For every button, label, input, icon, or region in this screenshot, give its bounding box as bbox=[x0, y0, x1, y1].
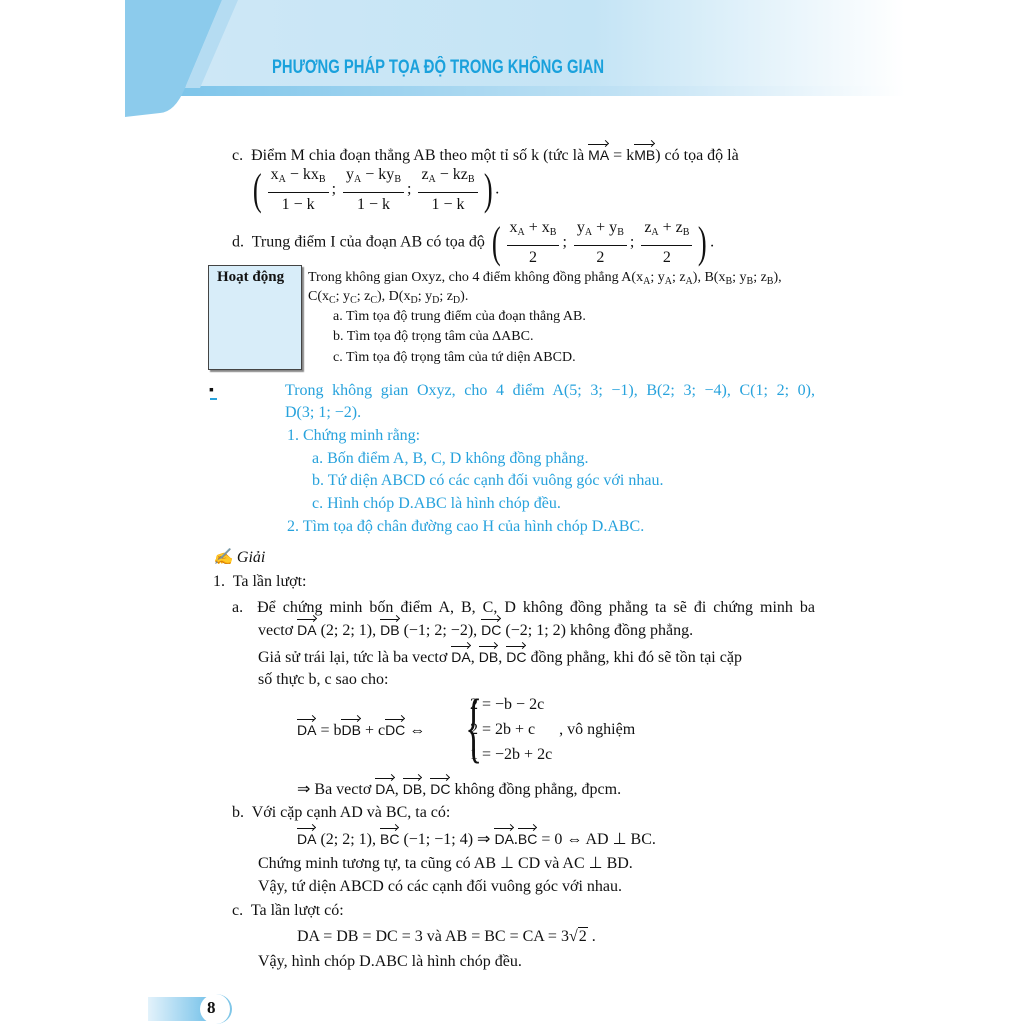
text-segment: ; z bbox=[671, 270, 686, 285]
property-c-line1 bbox=[232, 145, 739, 166]
solution-c-line2 bbox=[297, 927, 596, 947]
subscript: A bbox=[664, 276, 672, 287]
subscript: B bbox=[766, 276, 774, 287]
vector-db: DB bbox=[380, 622, 400, 638]
text-segment: . bbox=[495, 180, 500, 198]
text-segment: Chứng minh tương tự, ta cũng có AB ⊥ CD và AC ⊥ BD. bbox=[258, 855, 633, 872]
text-segment: ; bbox=[331, 180, 341, 198]
activity-label: Hoạt động bbox=[217, 269, 285, 285]
denominator bbox=[593, 246, 607, 268]
subscript: B bbox=[746, 276, 754, 287]
text-segment: z bbox=[421, 166, 429, 183]
text-segment: 2 bbox=[529, 249, 537, 266]
radical-sign-icon: √ bbox=[568, 928, 578, 945]
subscript: B bbox=[318, 174, 326, 185]
text-segment: ⇔ bbox=[405, 722, 426, 739]
text-segment: + x bbox=[524, 219, 550, 236]
text-segment: ; y bbox=[417, 289, 433, 304]
vector-da: DA bbox=[451, 649, 471, 665]
subscript: A bbox=[651, 227, 659, 238]
problem-part1c: c. Hình chóp D.ABC là hình chóp đều. bbox=[312, 495, 561, 512]
vector-mb: MB bbox=[634, 147, 656, 163]
solution-b-line4 bbox=[258, 877, 622, 897]
solution-heading: ✍ Giải bbox=[213, 549, 266, 566]
subscript: A bbox=[428, 174, 436, 185]
solution-a-line1 bbox=[232, 598, 815, 618]
text-segment: Vậy, hình chóp D.ABC là hình chóp đều. bbox=[258, 953, 522, 970]
vector-db: DB bbox=[478, 649, 499, 665]
page-number: 8 bbox=[207, 998, 216, 1017]
subscript: B bbox=[394, 174, 401, 185]
solution-a-line2 bbox=[258, 620, 693, 641]
subscript: D bbox=[452, 295, 461, 306]
text-segment: đồng phẳng, khi đó sẽ tồn tại cặp bbox=[526, 649, 742, 666]
system-brace: { bbox=[465, 683, 483, 770]
vector-db: DB bbox=[402, 781, 423, 797]
page-number-badge bbox=[200, 994, 232, 1024]
text-segment: 2 bbox=[596, 249, 605, 266]
text-segment: ; y bbox=[650, 270, 665, 285]
system-row1 bbox=[470, 695, 544, 715]
text-segment: Giả sử trái lại, tức là ba vectơ bbox=[258, 649, 452, 666]
text-segment: 1. Ta lần lượt: bbox=[213, 573, 307, 590]
text-segment: + c bbox=[360, 722, 386, 739]
text-segment: Vậy, tứ diện ABCD có các cạnh đối vuông góc với nhau. bbox=[258, 878, 623, 895]
subscript: C bbox=[370, 295, 378, 306]
text-segment: c. Ta lần lượt có: bbox=[232, 902, 344, 919]
text-segment: + y bbox=[592, 219, 618, 236]
denominator bbox=[526, 246, 540, 268]
fraction bbox=[507, 218, 560, 268]
activity-text-line2 bbox=[308, 288, 468, 310]
vector-dc: DC bbox=[506, 649, 527, 665]
text-segment: ; z bbox=[753, 270, 767, 285]
subscript: A bbox=[278, 174, 286, 185]
text-segment: ), B(x bbox=[692, 270, 726, 285]
vector-ma: MA bbox=[588, 147, 610, 163]
subscript: D bbox=[410, 295, 418, 306]
fraction bbox=[574, 218, 627, 268]
text-segment: ), D(x bbox=[377, 289, 411, 304]
text-segment: a. Để chứng minh bốn điểm A, B, C, D không đồng phẳng ta sẽ đi chứng minh ba bbox=[232, 599, 815, 616]
text-segment: = b bbox=[316, 722, 342, 739]
numerator bbox=[507, 218, 560, 246]
numerator bbox=[268, 165, 329, 193]
vector-dc: DC bbox=[430, 781, 451, 797]
vector-dc: DC bbox=[385, 722, 406, 738]
text-segment: , bbox=[498, 649, 507, 666]
text-segment: 2 bbox=[662, 249, 671, 266]
subscript: C bbox=[329, 295, 336, 306]
text-segment: ; y bbox=[335, 289, 351, 304]
text-segment: . bbox=[587, 928, 596, 945]
text-segment: x bbox=[270, 166, 279, 183]
subscript: B bbox=[617, 227, 624, 238]
denominator bbox=[428, 193, 467, 215]
problem-part2: 2. Tìm tọa độ chân đường cao H của hình chóp D.ABC. bbox=[287, 518, 645, 535]
text-segment: z bbox=[644, 219, 652, 236]
solution-a-line3 bbox=[258, 647, 742, 668]
text-segment: (2; 2; 1), bbox=[316, 831, 380, 848]
text-segment: d. Trung điểm I của đoạn AB có tọa độ bbox=[232, 233, 489, 251]
text-segment: (−1; −1; 4) ⇒ bbox=[399, 831, 495, 848]
denominator bbox=[279, 193, 318, 215]
fraction bbox=[641, 218, 692, 268]
vector-da: DA bbox=[494, 831, 514, 847]
page-header-title: PHƯƠNG PHÁP TỌA ĐỘ TRONG KHÔNG GIAN bbox=[272, 57, 605, 78]
problem-bullet-icon: ▪ bbox=[209, 383, 214, 398]
property-c-formula bbox=[250, 165, 499, 215]
text-segment: ; bbox=[629, 233, 639, 251]
text-segment: ; y bbox=[732, 270, 747, 285]
text-segment: ⇒ Ba vectơ bbox=[297, 781, 376, 798]
text-segment: (−2; 1; 2) không đồng phẳng. bbox=[501, 622, 694, 639]
text-segment: = k bbox=[609, 147, 635, 164]
text-segment: c. Điểm M chia đoạn thẳng AB theo một tỉ số k (tức là bbox=[232, 147, 589, 164]
fraction bbox=[418, 165, 477, 215]
system-left bbox=[297, 720, 425, 741]
text-segment: ), bbox=[773, 270, 782, 285]
system-row3 bbox=[470, 745, 552, 765]
solution-step1 bbox=[213, 572, 306, 592]
solution-c-line3 bbox=[258, 952, 522, 972]
subscript: B bbox=[725, 276, 733, 287]
text-segment: Trong không gian Oxyz, cho 4 điểm không đồng phẳng A(x bbox=[308, 270, 644, 285]
subscript: D bbox=[432, 295, 440, 306]
text-segment: − kz bbox=[435, 166, 468, 183]
text-segment: , bbox=[422, 781, 431, 798]
text-segment: − ky bbox=[361, 166, 395, 183]
numerator bbox=[343, 165, 404, 193]
subscript: B bbox=[682, 227, 690, 238]
vector-bc: BC bbox=[517, 831, 538, 847]
property-d-midpoint bbox=[232, 218, 714, 268]
subscript: A bbox=[584, 227, 593, 238]
text-segment: không đồng phẳng, đpcm. bbox=[450, 781, 622, 798]
activity-item-c: c. Tìm tọa độ trọng tâm của tứ diện ABCD. bbox=[333, 350, 576, 365]
subscript: B bbox=[549, 227, 557, 238]
text-segment: 1 − k bbox=[357, 196, 391, 213]
text-segment: + z bbox=[658, 219, 683, 236]
text-segment: , bbox=[470, 649, 479, 666]
vector-da: DA bbox=[375, 781, 395, 797]
vector-da: DA bbox=[297, 831, 317, 847]
activity-item-a: a. Tìm tọa độ trung điểm của đoạn thẳng AB. bbox=[333, 309, 586, 324]
vector-bc: BC bbox=[380, 831, 400, 847]
denominator bbox=[660, 246, 674, 268]
fraction bbox=[268, 165, 329, 215]
text-segment: 2 = 2b + c , vô nghiệm bbox=[470, 721, 636, 738]
text-segment: . bbox=[710, 233, 715, 251]
problem-line1: Trong không gian Oxyz, cho 4 điểm A(5; 3; −1), B(2; 3; −4), C(1; 2; 0), bbox=[285, 382, 815, 399]
problem-line2: D(3; 1; −2). bbox=[285, 404, 362, 421]
solution-a-line4 bbox=[258, 670, 388, 690]
subscript: A bbox=[517, 227, 525, 238]
big-parenthesis: ) bbox=[698, 218, 708, 267]
text-segment: ; z bbox=[439, 289, 453, 304]
text-segment: số thực b, c sao cho: bbox=[258, 671, 389, 688]
text-segment: x bbox=[509, 219, 518, 236]
text-segment: 1 − k bbox=[281, 196, 315, 213]
subscript: A bbox=[643, 276, 651, 287]
text-segment: . bbox=[513, 831, 518, 848]
text-segment: 1 − k bbox=[431, 196, 465, 213]
text-segment: ). bbox=[460, 289, 469, 304]
text-segment: ; z bbox=[356, 289, 371, 304]
text-segment: C(x bbox=[308, 289, 329, 304]
solution-b-line2 bbox=[297, 829, 656, 850]
problem-part1a: a. Bốn điểm A, B, C, D không đồng phẳng. bbox=[312, 450, 589, 467]
text-segment: ; bbox=[562, 233, 571, 251]
solution-b-line1 bbox=[232, 803, 450, 823]
text-segment: DA = DB = DC = 3 và AB = BC = CA = 3 bbox=[297, 928, 569, 945]
numerator bbox=[574, 218, 627, 246]
numerator bbox=[418, 165, 477, 193]
big-parenthesis: ( bbox=[491, 218, 501, 267]
radicand: 2 bbox=[578, 928, 587, 945]
text-segment: y bbox=[576, 219, 585, 236]
text-segment: − kx bbox=[285, 166, 319, 183]
text-segment: 2 = −b − 2c bbox=[470, 696, 545, 713]
system-row2 bbox=[470, 720, 635, 740]
big-parenthesis: ) bbox=[483, 165, 493, 214]
activity-item-b: b. Tìm tọa độ trọng tâm của ΔABC. bbox=[333, 329, 534, 344]
bullet-underline bbox=[210, 398, 217, 400]
text-segment: ) có tọa độ là bbox=[655, 147, 739, 164]
big-parenthesis: ( bbox=[252, 165, 262, 214]
solution-b-line3 bbox=[258, 854, 633, 874]
text-segment: (2; 2; 1), bbox=[316, 622, 381, 639]
vector-da: DA bbox=[297, 722, 317, 738]
text-segment: 1 = −2b + 2c bbox=[470, 746, 553, 763]
solution-a-conclusion bbox=[297, 779, 621, 800]
numerator bbox=[641, 218, 692, 246]
text-segment: = 0 ⇔ AD ⊥ BC. bbox=[537, 831, 656, 848]
subscript: B bbox=[467, 174, 475, 185]
text-segment: (−1; 2; −2), bbox=[399, 622, 482, 639]
vector-da: DA bbox=[297, 622, 317, 638]
vector-db: DB bbox=[341, 722, 361, 738]
text-segment: b. Với cặp cạnh AD và BC, ta có: bbox=[232, 804, 451, 821]
fraction bbox=[343, 165, 404, 215]
text-segment: y bbox=[346, 166, 355, 183]
text-segment: ; bbox=[406, 180, 416, 198]
vector-dc: DC bbox=[481, 622, 502, 638]
text-segment: vectơ bbox=[258, 622, 298, 639]
problem-part1b: b. Tứ diện ABCD có các cạnh đối vuông góc với nhau. bbox=[312, 472, 664, 489]
square-root bbox=[569, 927, 588, 947]
solution-c-line1 bbox=[232, 901, 344, 921]
subscript: C bbox=[350, 295, 357, 306]
text-segment: , bbox=[394, 781, 403, 798]
subscript: A bbox=[685, 276, 693, 287]
subscript: A bbox=[354, 174, 362, 185]
problem-part1: 1. Chứng minh rằng: bbox=[287, 427, 421, 444]
denominator bbox=[354, 193, 393, 215]
